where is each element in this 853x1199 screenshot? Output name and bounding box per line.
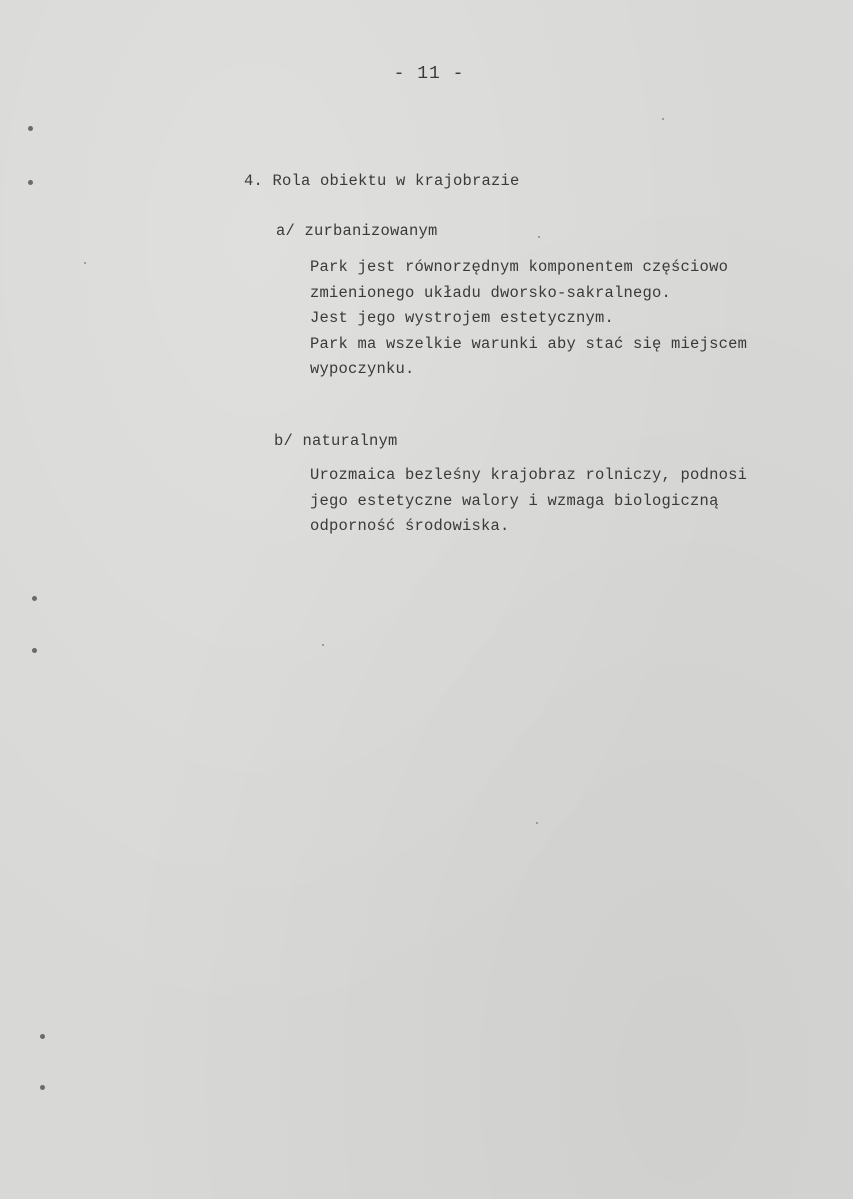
paragraph-line: Urozmaica bezleśny krajobraz rolniczy, podnosi (310, 466, 748, 484)
paragraph-line: wypoczynku. (310, 360, 415, 378)
punch-mark (40, 1085, 45, 1090)
paragraph-line: odporność środowiska. (310, 517, 510, 535)
paper-speck (322, 644, 324, 646)
paragraph-line: zmienionego układu dworsko-sakralnego. (310, 283, 672, 302)
punch-mark (28, 180, 33, 185)
punch-mark (32, 648, 37, 653)
paper-speck (538, 236, 540, 238)
punch-mark (32, 596, 37, 601)
punch-mark (40, 1034, 45, 1039)
paper-speck (84, 262, 86, 264)
section-heading: 4. Rola obiektu w krajobrazie (244, 172, 520, 190)
paragraph-line: Jest jego wystrojem estetycznym. (310, 309, 615, 327)
subsection-b-paragraph (310, 463, 747, 540)
paper-speck (662, 118, 664, 120)
paragraph-line: Park ma wszelkie warunki aby stać się miejscem (310, 334, 748, 353)
subsection-a-label: a/ zurbanizowanym (276, 222, 438, 240)
page-number: - 11 - (393, 64, 465, 84)
paragraph-line: jego estetyczne walory i wzmaga biologiczną (310, 491, 719, 510)
paragraph-line: Park jest równorzędnym komponentem częściowo (310, 258, 729, 276)
subsection-a-paragraph (310, 255, 747, 383)
subsection-b-label: b/ naturalnym (274, 432, 398, 450)
punch-mark (28, 126, 33, 131)
paper-speck (536, 822, 538, 824)
